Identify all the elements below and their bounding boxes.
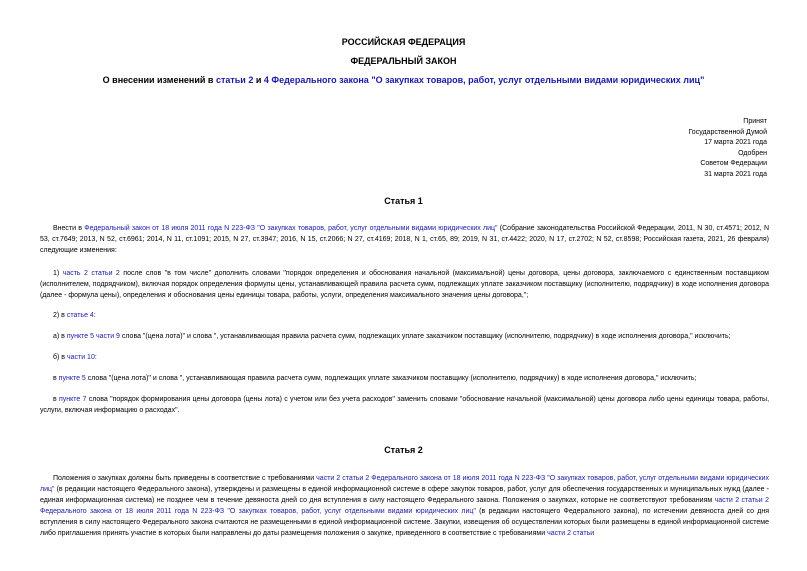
approval-line-council-date: 31 марта 2021 года (704, 170, 767, 178)
item-2a-rest: слова "(цена лота)" и слова ", устанавливающая правила расчета сумм, подлежащих уплате заказчиком поставщику (исполнителю, подрядчику) в ходе исполнения договора," исключить; (119, 333, 731, 340)
art2-law-link-3[interactable]: части 2 статьи (547, 530, 595, 537)
part-10-link[interactable]: части 10 (66, 354, 95, 361)
approval-line-council: Советом Федерации (700, 160, 767, 167)
article-1-item-2a (40, 331, 769, 342)
item-2-rest: : (93, 312, 96, 319)
approval-line-approved: Одобрен (738, 149, 767, 157)
intro-prefix: Внести в (53, 225, 85, 232)
art2-law-link-2[interactable]: части 2 статьи 2 Федерального закона от 18 июля 2011 года N 223-ФЗ "О закупках товаров, работ, услуг отдельными видами юридических лиц" (40, 497, 769, 515)
item-2b2-rest: слова "порядок формирования цены договора (цены лота) с учетом или без учета расходов" заменить словами "обоснование начальной (максимальной) цены договора либо цены единицы товара, работы, услуги, включая информацию о расходах". (40, 396, 770, 414)
law-title (0, 75, 807, 86)
item-2a-prefix: а) в (53, 333, 67, 340)
article-1-item-2b-point-7 (40, 394, 769, 416)
law-title-prefix: О внесении изменений в (102, 75, 216, 85)
item-2b-prefix: б) в (53, 354, 67, 361)
article-1-heading: Статья 1 (384, 196, 423, 206)
point-7-link[interactable]: пункте 7 (58, 396, 87, 403)
article-2-link[interactable]: статьи 2 (215, 75, 254, 85)
article-2-paragraph (40, 473, 769, 539)
intro-rest: (Собрание законодательства Российской Федерации, 2011, N 30, ст.4571; 2012, N 53, ст.7649; 2013, N 52, ст.6961; 2014, N 11, ст.1091; 2015, N 27, ст.3947; 2016, N 15, ст.2066; N 27, ст.4169; 2018, N 1, ст.65, 89; 2019, N 31, ст.4422; 2020, N 17, ст.2702; N 52, ст.8598; Российская газета, 2021, 26 февраля) следующие изменения: (40, 225, 769, 254)
article-1-item-1 (40, 268, 769, 301)
article-1-item-2b (40, 352, 769, 363)
point-5-part-9-link[interactable]: пункте 5 части 9 (66, 333, 120, 340)
law-title-mid: и (253, 75, 264, 85)
item-1-prefix: 1) (53, 270, 63, 277)
law-type-heading: ФЕДЕРАЛЬНЫЙ ЗАКОН (350, 56, 457, 66)
item-1-rest: после слов "в том числе" дополнить словами "порядок определения и обоснования начальной (максимальной) цены договора, цены договора, заключаемого с единственным поставщиком (исполнителем, подрядчиком), включая порядок определения формулы цены, устанавливающей правила расчета сумм, подлежащих уплате заказчиком поставщику (исполнителю, подрядчику) в ходе исполнения договора (далее - формула цены), определения и обоснования цены единицы товара, работы, услуги, определения максимального значения цены договора,"; (40, 270, 769, 299)
part-2-article-2-link[interactable]: часть 2 статьи 2 (62, 270, 120, 277)
article-1-intro (40, 223, 769, 256)
item-2b-rest: : (94, 354, 97, 361)
article-4-link[interactable]: статье 4 (66, 312, 94, 319)
law-223-fz-link[interactable]: 4 Федерального закона "О закупках товаров, работ, услуг отдельными видами юридических лиц" (263, 75, 705, 85)
item-2b1-prefix: в (53, 375, 59, 382)
federal-law-link[interactable]: Федеральный закон от 18 июля 2011 года N 223-ФЗ "О закупках товаров, работ, услуг отдельными видами юридических лиц" (84, 225, 498, 232)
item-2-prefix: 2) в (53, 312, 67, 319)
art2-law-link-1[interactable]: части 2 статьи 2 Федерального закона от 18 июля 2011 года N 223-ФЗ "О закупках товаров, работ, услуг отдельными видами юридических лиц" (40, 475, 769, 493)
article-2-heading: Статья 2 (384, 445, 423, 455)
item-2b1-rest: слова "(цена лота)" и слова ", устанавливающая правила расчета сумм, подлежащих уплате заказчиком поставщику (исполнителю, подрядчику) в ходе исполнения договора," исключить; (85, 375, 697, 382)
approval-block (627, 117, 767, 180)
country-heading: РОССИЙСКАЯ ФЕДЕРАЦИЯ (341, 37, 466, 47)
art2-part-2: (в редакции настоящего Федерального закона), утверждены и размещены в единой информационной системе в сфере закупок товаров, работ, услуг для обеспечения государственных и муниципальных нужд (далее - единая информационная система) не позднее чем в течение девяноста дней со дня вступления в силу настоящего Федерального закона. Положения о закупках, которые не соответствуют требованиям (40, 486, 769, 504)
art2-part-3: (в редакции настоящего Федерального закона), по истечении девяноста дней со дня вступления в силу настоящего Федерального закона считаются не размещенными в единой информационной системе. Закупки, извещения об осуществлении которых были размещены в единой информационной системе либо приглашения принять участие в которых были направлены до даты размещения положения о закупке, приведенного в соответствие с требованиями (40, 508, 769, 537)
item-2b2-prefix: в (53, 396, 59, 403)
approval-line-duma-date: 17 марта 2021 года (704, 139, 767, 146)
art2-part-1: Положения о закупках должны быть приведены в соответствие с требованиями (53, 475, 317, 482)
approval-line-adopted: Принят (743, 118, 767, 125)
approval-line-duma: Государственной Думой (688, 128, 767, 136)
point-5-link[interactable]: пункте 5 (58, 375, 86, 382)
article-1-item-2 (40, 310, 769, 321)
article-1-item-2b-point-5 (40, 373, 769, 384)
